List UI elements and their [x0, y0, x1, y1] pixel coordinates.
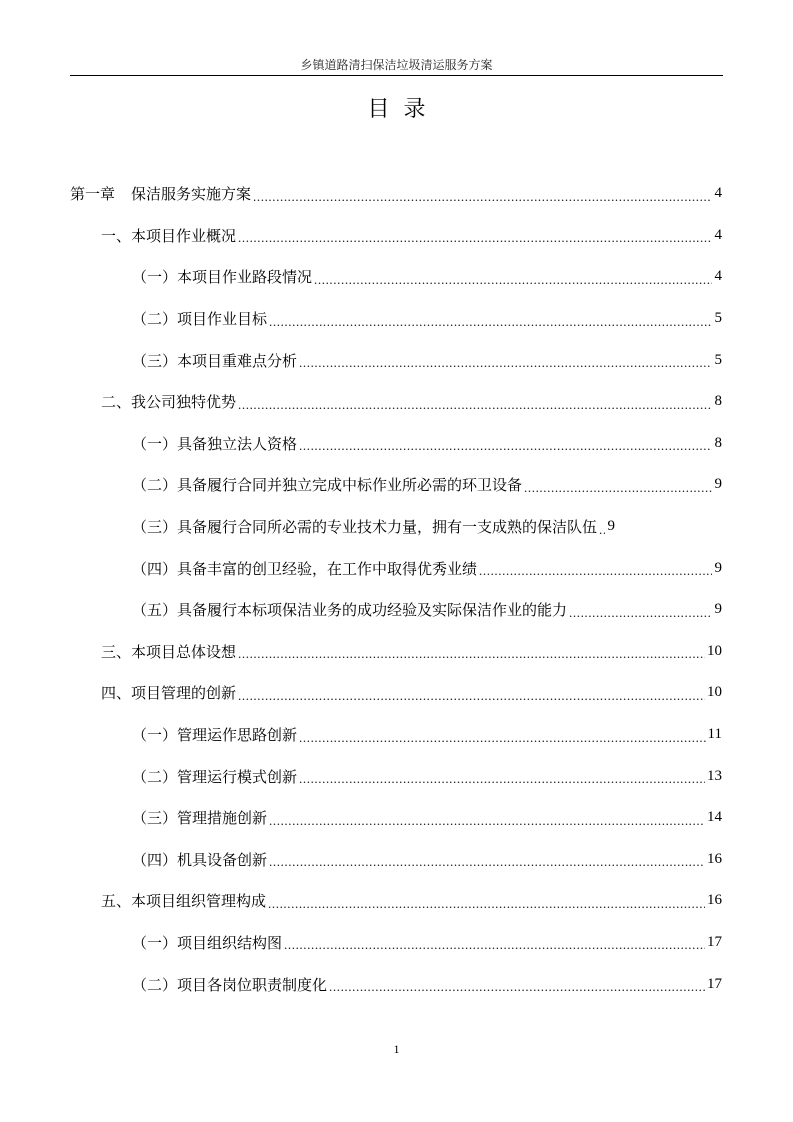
toc-entry-label: （一）本项目作业路段情况	[132, 270, 313, 287]
dot-leader	[269, 809, 705, 827]
toc-entry-page: 14	[707, 809, 722, 826]
toc-entry[interactable]	[0, 631, 793, 673]
page-number: 1	[393, 1042, 400, 1056]
running-header: 乡镇道路清扫保洁垃圾清运服务方案	[300, 58, 493, 72]
dot-leader	[329, 975, 705, 993]
dot-leader	[524, 476, 712, 494]
toc-entry[interactable]	[0, 755, 793, 797]
toc-entry-label: （二）管理运行模式创新	[132, 769, 298, 786]
toc-entry-page: 4	[714, 185, 722, 202]
toc-entry[interactable]	[0, 714, 793, 756]
toc-entry-label: （三）本项目重难点分析	[132, 353, 298, 370]
toc-entry[interactable]	[0, 256, 793, 298]
toc-entry-label: （四）机具设备创新	[132, 852, 268, 869]
dot-leader	[284, 933, 705, 951]
toc-entry[interactable]	[0, 547, 793, 589]
toc-entry[interactable]	[0, 922, 793, 964]
toc-entry-label: 第一章 保洁服务实施方案	[70, 187, 252, 204]
toc-entry-page: 16	[707, 850, 722, 867]
toc-entry-page: 13	[707, 767, 722, 784]
toc-entry[interactable]	[0, 839, 793, 881]
dot-leader	[269, 310, 712, 328]
toc-entry-label: （一）项目组织结构图	[132, 935, 283, 952]
toc-entry-page: 9	[714, 559, 722, 576]
toc-entry[interactable]	[0, 589, 793, 631]
toc-entry-page: 17	[707, 933, 722, 950]
toc-entry-label: 三、本项目总体设想	[101, 644, 237, 661]
toc-entry[interactable]	[0, 672, 793, 714]
toc-entry-page: 4	[714, 226, 722, 243]
toc-entry-label: 一、本项目作业概况	[101, 228, 237, 245]
toc-entry-label: （二）项目各岗位职责制度化	[132, 977, 328, 994]
toc-entry-page: 11	[707, 726, 722, 743]
toc-entry-page: 8	[714, 393, 722, 410]
toc-entry-label: （三）管理措施创新	[132, 811, 268, 828]
dot-leader	[253, 185, 712, 203]
toc-entry-label: （四）具备丰富的创卫经验，在工作中取得优秀业绩	[132, 561, 478, 578]
toc-entry-page: 5	[714, 310, 722, 327]
dot-leader	[599, 518, 605, 536]
toc-entry[interactable]	[0, 963, 793, 1005]
toc-entry-page: 9	[714, 476, 722, 493]
dot-leader	[569, 601, 712, 619]
toc-entry-page: 16	[707, 892, 722, 909]
dot-leader	[238, 684, 705, 702]
toc-entry[interactable]	[0, 298, 793, 340]
dot-leader	[299, 726, 706, 744]
toc-entry-page: 9	[607, 518, 616, 535]
dot-leader	[238, 642, 705, 660]
dot-leader	[299, 767, 705, 785]
dot-leader	[314, 268, 712, 286]
toc-entry[interactable]	[0, 797, 793, 839]
toc-entry[interactable]	[0, 173, 793, 215]
toc-entry[interactable]	[0, 506, 793, 548]
dot-leader	[479, 559, 712, 577]
toc-entry-label: （一）具备独立法人资格	[132, 436, 298, 453]
toc-entry-label: 五、本项目组织管理构成	[101, 894, 267, 911]
toc-entry-label: （三）具备履行合同所必需的专业技术力量，拥有一支成熟的保洁队伍	[132, 520, 598, 537]
toc-entry-page: 10	[707, 684, 722, 701]
toc-entry[interactable]	[0, 423, 793, 465]
toc-entry-page: 5	[714, 351, 722, 368]
toc-entry-page: 4	[714, 268, 722, 285]
toc-entry-label: （五）具备履行本标项保洁业务的成功经验及实际保洁作业的能力	[132, 603, 568, 620]
toc-entry-label: 四、项目管理的创新	[101, 686, 237, 703]
toc-list	[0, 173, 793, 1005]
toc-entry-label: （二）项目作业目标	[132, 312, 268, 329]
toc-entry[interactable]	[0, 339, 793, 381]
toc-entry-page: 17	[707, 975, 722, 992]
dot-leader	[238, 393, 712, 411]
toc-entry-label: 二、我公司独特优势	[101, 395, 237, 412]
toc-entry-label: （二）具备履行合同并独立完成中标作业所必需的环卫设备	[132, 478, 523, 495]
toc-entry[interactable]	[0, 215, 793, 257]
dot-leader	[268, 892, 705, 910]
header-rule	[70, 75, 723, 76]
toc-entry-page: 8	[714, 434, 722, 451]
toc-entry-label: （一）管理运作思路创新	[132, 728, 298, 745]
toc-entry[interactable]	[0, 880, 793, 922]
toc-entry[interactable]	[0, 381, 793, 423]
toc-entry[interactable]	[0, 464, 793, 506]
dot-leader	[299, 351, 712, 369]
toc-entry-page: 10	[707, 642, 722, 659]
dot-leader	[299, 434, 712, 452]
toc-title: 目录	[367, 96, 440, 121]
toc-entry-page: 9	[714, 601, 722, 618]
dot-leader	[238, 226, 712, 244]
dot-leader	[269, 850, 705, 868]
